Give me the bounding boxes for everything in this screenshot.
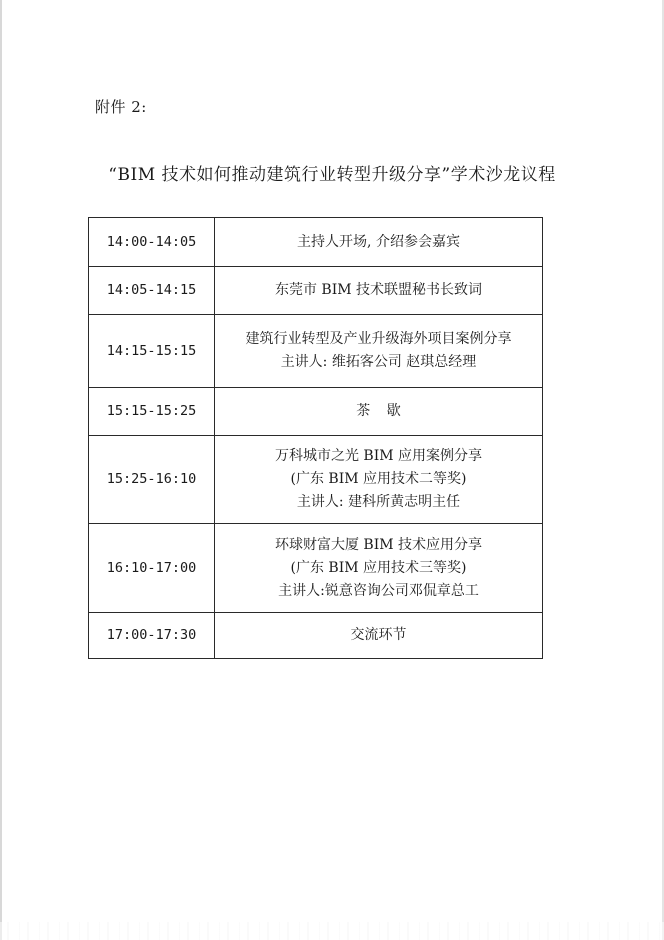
agenda-row	[89, 267, 543, 315]
agenda-time: 17:00-17:30	[89, 613, 215, 659]
agenda-line: 主讲人: 建科所黄志明主任	[296, 494, 461, 510]
agenda-row	[89, 315, 543, 388]
agenda-line: 交流环节	[350, 627, 407, 643]
document-title: “BIM 技术如何推动建筑行业转型升级分享”学术沙龙议程	[108, 165, 556, 185]
agenda-row	[89, 218, 543, 267]
agenda-row	[89, 388, 543, 436]
agenda-line: 建筑行业转型及产业升级海外项目案例分享	[245, 331, 512, 347]
attachment-label: 附件 2:	[95, 98, 147, 116]
agenda-line: 主持人开场, 介绍参会嘉宾	[297, 233, 460, 250]
agenda-line: 万科城市之光 BIM 应用案例分享	[274, 448, 483, 464]
agenda-row	[89, 613, 543, 659]
agenda-time: 14:05-14:15	[89, 267, 215, 315]
agenda-content	[215, 315, 543, 388]
agenda-line: 主讲人:锐意咨询公司邓侃章总工	[278, 582, 479, 599]
scan-noise-strip	[0, 922, 664, 940]
agenda-time: 15:15-15:25	[89, 388, 215, 436]
agenda-line: 茶 歇	[356, 403, 401, 419]
agenda-content	[215, 524, 543, 613]
agenda-line: 东莞市 BIM 技术联盟秘书长致词	[274, 282, 483, 298]
agenda-line: (广东 BIM 应用技术二等奖)	[290, 471, 467, 487]
agenda-content	[215, 388, 543, 436]
agenda-line: (广东 BIM 应用技术三等奖)	[290, 559, 467, 576]
agenda-table	[88, 217, 543, 659]
agenda-time: 15:25-16:10	[89, 436, 215, 524]
agenda-content	[215, 613, 543, 659]
agenda-line: 主讲人: 维拓客公司 赵琪总经理	[280, 354, 477, 370]
agenda-time: 14:15-15:15	[89, 315, 215, 388]
agenda-content	[215, 218, 543, 267]
agenda-content	[215, 267, 543, 315]
agenda-row	[89, 436, 543, 524]
agenda-time: 16:10-17:00	[89, 524, 215, 613]
scan-edge-left	[0, 0, 2, 940]
agenda-content	[215, 436, 543, 524]
agenda-time: 14:00-14:05	[89, 218, 215, 267]
agenda-row	[89, 524, 543, 613]
agenda-line: 环球财富大厦 BIM 技术应用分享	[274, 536, 483, 553]
